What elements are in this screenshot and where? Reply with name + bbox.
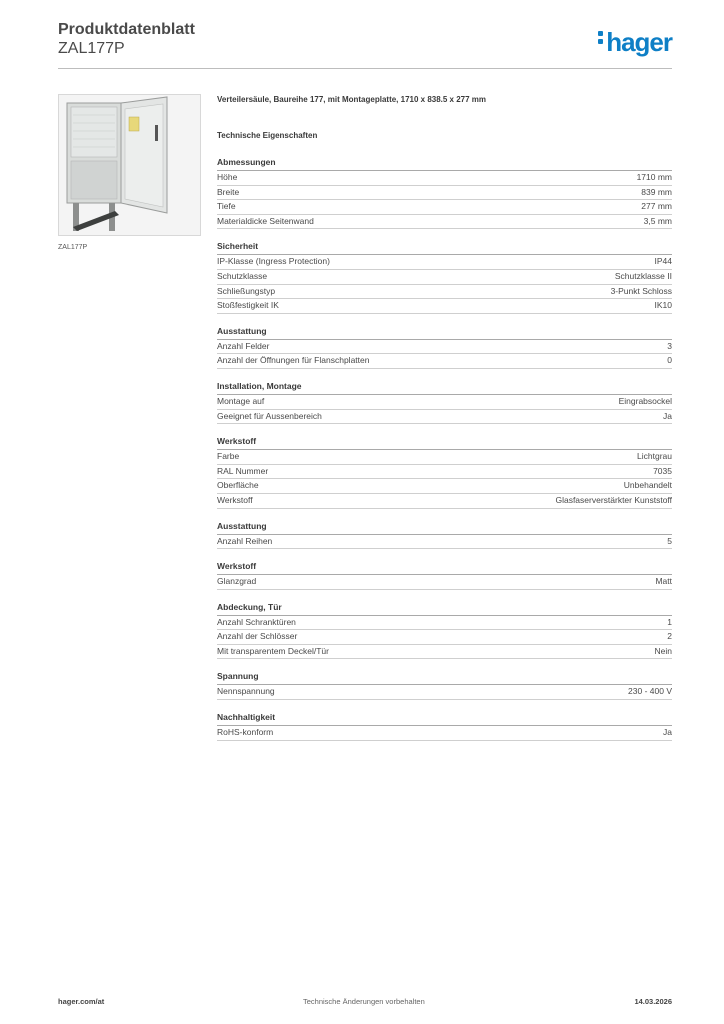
spec-label: Mit transparentem Deckel/Tür bbox=[217, 645, 329, 656]
spec-value: Matt bbox=[655, 576, 672, 587]
spec-label: Werkstoff bbox=[217, 494, 253, 505]
footer-website-link[interactable]: hager.com/at bbox=[58, 997, 105, 1006]
section-title: Sicherheit bbox=[217, 241, 672, 255]
section-title: Ausstattung bbox=[217, 521, 672, 535]
spec-label: Anzahl Schranktüren bbox=[217, 616, 296, 627]
section-title: Ausstattung bbox=[217, 326, 672, 340]
spec-label: Geeignet für Aussenbereich bbox=[217, 410, 322, 421]
product-description: Verteilersäule, Baureihe 177, mit Montageplatte, 1710 x 838.5 x 277 mm bbox=[217, 95, 487, 104]
spec-row bbox=[217, 479, 672, 494]
spec-row bbox=[217, 200, 672, 215]
spec-label: Glanzgrad bbox=[217, 576, 257, 587]
product-image bbox=[58, 94, 201, 236]
section-voltage bbox=[217, 671, 672, 700]
spec-row bbox=[217, 535, 672, 550]
product-details bbox=[217, 94, 672, 741]
footer-notice: Technische Änderungen vorbehalten bbox=[303, 997, 425, 1006]
spec-value: Ja bbox=[663, 727, 672, 738]
spec-label: Höhe bbox=[217, 172, 238, 182]
spec-label: Anzahl Reihen bbox=[217, 535, 273, 546]
technical-properties-heading: Technische Eigenschaften bbox=[217, 131, 318, 140]
section-title: Installation, Montage bbox=[217, 381, 672, 395]
spec-value: 277 mm bbox=[641, 201, 672, 212]
spec-value: 7035 bbox=[653, 465, 672, 476]
spec-value: Ja bbox=[663, 410, 672, 421]
spec-label: Anzahl der Öffnungen für Flanschplatten bbox=[217, 355, 370, 366]
spec-row bbox=[217, 575, 672, 590]
section-material-finish bbox=[217, 561, 672, 590]
spec-value: 1710 mm bbox=[636, 172, 672, 182]
distribution-cabinet-icon bbox=[59, 95, 201, 236]
spec-row bbox=[217, 726, 672, 741]
section-material bbox=[217, 436, 672, 508]
spec-row bbox=[217, 630, 672, 645]
spec-label: Tiefe bbox=[217, 201, 236, 212]
spec-value: IP44 bbox=[654, 256, 672, 267]
product-number: ZAL177P bbox=[58, 40, 125, 57]
spec-label: Materialdicke Seitenwand bbox=[217, 215, 314, 226]
section-title: Werkstoff bbox=[217, 561, 672, 575]
spec-value: 5 bbox=[667, 535, 672, 546]
spec-label: Nennspannung bbox=[217, 686, 275, 697]
section-title: Abdeckung, Tür bbox=[217, 602, 672, 616]
spec-row bbox=[217, 255, 672, 270]
spec-label: Anzahl Felder bbox=[217, 340, 270, 351]
spec-row bbox=[217, 285, 672, 300]
spec-row bbox=[217, 171, 672, 186]
logo-dots-icon bbox=[598, 31, 604, 47]
section-safety bbox=[217, 241, 672, 313]
spec-row bbox=[217, 215, 672, 230]
spec-value: Nein bbox=[654, 645, 672, 656]
spec-label: Schließungstyp bbox=[217, 285, 276, 296]
spec-row bbox=[217, 616, 672, 631]
spec-label: Stoßfestigkeit IK bbox=[217, 300, 279, 311]
spec-label: Breite bbox=[217, 186, 240, 197]
spec-row bbox=[217, 685, 672, 700]
spec-row bbox=[217, 340, 672, 355]
spec-value: Eingrabsockel bbox=[618, 395, 672, 406]
spec-value: Lichtgrau bbox=[637, 451, 672, 462]
spec-row bbox=[217, 395, 672, 410]
spec-value: 2 bbox=[667, 631, 672, 642]
footer-date: 14.03.2026 bbox=[634, 997, 672, 1006]
spec-value: 230 - 400 V bbox=[628, 686, 672, 697]
spec-row bbox=[217, 299, 672, 314]
section-equipment-rows bbox=[217, 521, 672, 550]
section-title: Spannung bbox=[217, 671, 672, 685]
brand-name: hager bbox=[606, 27, 672, 57]
spec-value: 3 bbox=[667, 340, 672, 351]
spec-value: 1 bbox=[667, 616, 672, 627]
spec-label: RAL Nummer bbox=[217, 465, 269, 476]
spec-value: 0 bbox=[667, 355, 672, 366]
spec-row bbox=[217, 645, 672, 660]
section-title: Nachhaltigkeit bbox=[217, 712, 672, 726]
spec-value: Glasfaserverstärkter Kunststoff bbox=[555, 494, 672, 505]
spec-value: 3,5 mm bbox=[643, 215, 672, 226]
spec-label: Montage auf bbox=[217, 395, 265, 406]
spec-row bbox=[217, 494, 672, 509]
spec-label: RoHS-konform bbox=[217, 727, 274, 738]
image-caption: ZAL177P bbox=[58, 244, 88, 251]
spec-row bbox=[217, 270, 672, 285]
section-title: Abmessungen bbox=[217, 157, 672, 171]
spec-value: 3-Punkt Schloss bbox=[610, 285, 672, 296]
spec-label: IP-Klasse (Ingress Protection) bbox=[217, 256, 330, 267]
spec-row bbox=[217, 450, 672, 465]
section-cover-door bbox=[217, 602, 672, 660]
spec-value: IK10 bbox=[654, 300, 672, 311]
section-equipment bbox=[217, 326, 672, 369]
spec-value: Schutzklasse II bbox=[614, 270, 672, 281]
section-sustainability bbox=[217, 712, 672, 741]
spec-value: Unbehandelt bbox=[623, 480, 672, 491]
spec-label: Farbe bbox=[217, 451, 240, 462]
document-title: Produktdatenblatt bbox=[58, 21, 195, 38]
section-installation bbox=[217, 381, 672, 424]
spec-label: Oberfläche bbox=[217, 480, 259, 491]
spec-row bbox=[217, 186, 672, 201]
brand-logo bbox=[598, 28, 672, 56]
document-header bbox=[58, 20, 672, 70]
spec-row bbox=[217, 410, 672, 425]
spec-row bbox=[217, 465, 672, 480]
spec-value: 839 mm bbox=[641, 186, 672, 197]
spec-row bbox=[217, 354, 672, 369]
header-divider bbox=[58, 68, 672, 69]
spec-label: Anzahl der Schlösser bbox=[217, 631, 298, 642]
section-title: Werkstoff bbox=[217, 436, 672, 450]
spec-label: Schutzklasse bbox=[217, 270, 268, 281]
section-dimensions bbox=[217, 157, 672, 229]
